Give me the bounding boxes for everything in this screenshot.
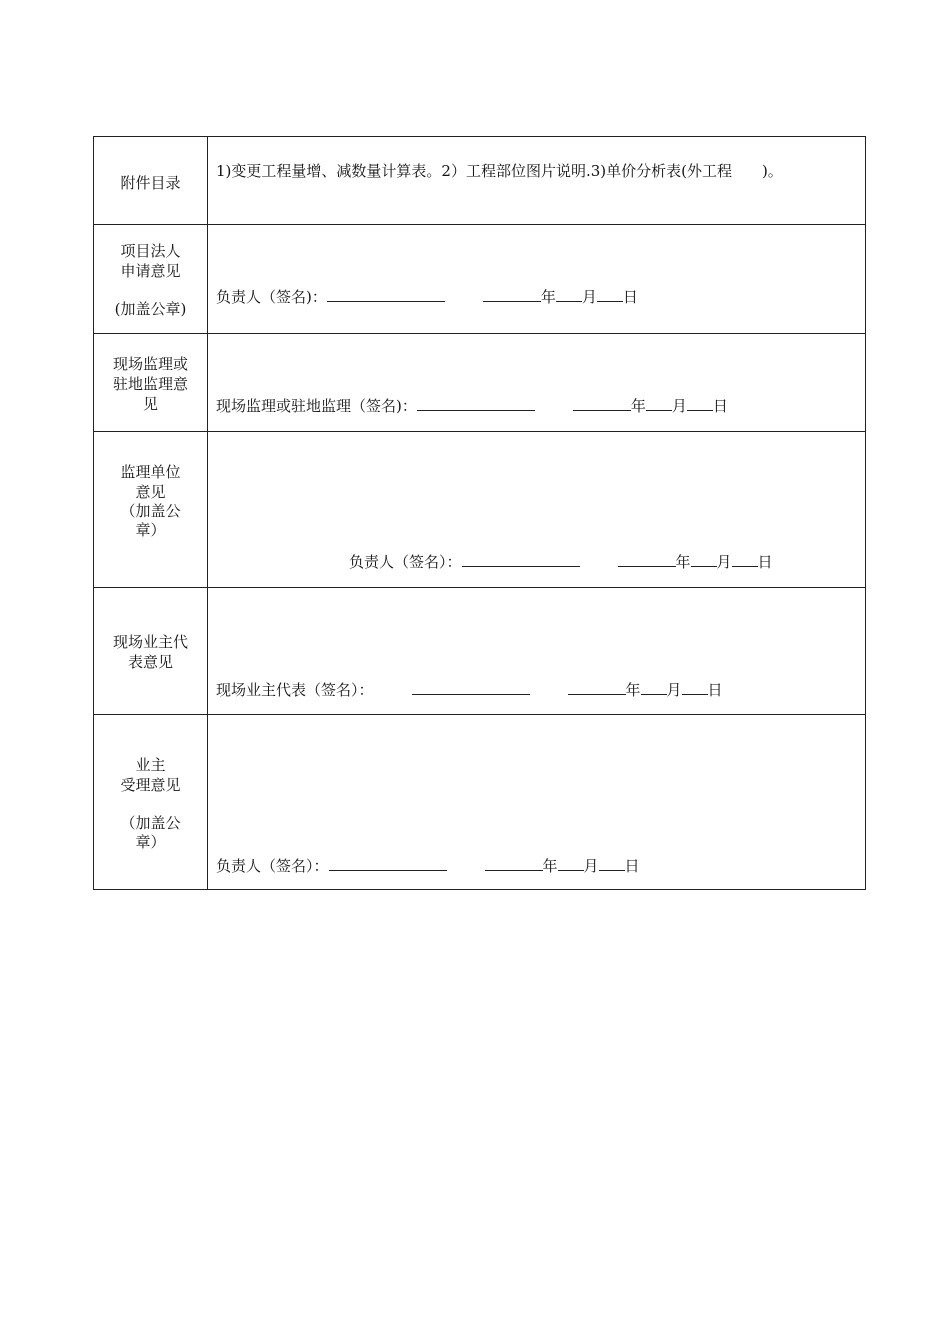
year-label: 年: [542, 857, 558, 875]
label-cell-owner-acceptance: [94, 715, 208, 890]
day-blank[interactable]: [682, 680, 708, 695]
label-line-2: 意见: [135, 483, 166, 501]
month-label: 月: [671, 397, 687, 415]
label-line-4: 章）: [135, 833, 166, 851]
label-cell-project-legal-person: [94, 225, 208, 334]
change-approval-form: [93, 136, 866, 890]
label-line-1: 项目法人: [120, 242, 181, 260]
content-cell-supervision-unit[interactable]: [208, 432, 866, 588]
signature-blank[interactable]: [327, 287, 445, 302]
year-blank[interactable]: [483, 287, 541, 302]
day-label: 日: [622, 288, 638, 306]
signature-line: [216, 287, 638, 307]
label-cell-site-supervision: [94, 334, 208, 432]
row-supervision-unit: [94, 432, 866, 588]
day-blank[interactable]: [732, 552, 758, 567]
label-line-1: 现场监理或: [112, 355, 188, 373]
label-line-4: 章）: [135, 521, 166, 539]
label-line-3: （加盖公: [120, 814, 181, 832]
label-cell-attachments: [94, 137, 208, 225]
year-label: 年: [625, 681, 641, 699]
label-line-2: 申请意见: [120, 262, 181, 280]
signature-blank[interactable]: [462, 552, 580, 567]
content-cell-site-supervision[interactable]: [208, 334, 866, 432]
month-blank[interactable]: [641, 680, 667, 695]
content-cell-project-legal-person[interactable]: [208, 225, 866, 334]
row-attachments: [94, 137, 866, 225]
content-cell-site-owner-rep[interactable]: [208, 588, 866, 715]
signer-label: 负责人（签名）：: [349, 553, 462, 571]
row-site-supervision: [94, 334, 866, 432]
year-label: 年: [540, 288, 556, 306]
content-cell-owner-acceptance[interactable]: [208, 715, 866, 890]
day-label: 日: [757, 553, 773, 571]
label-attachments: 附件目录: [120, 174, 181, 192]
day-blank[interactable]: [599, 856, 625, 871]
signature-line: [216, 396, 728, 416]
label-line-2: 受理意见: [120, 776, 181, 794]
label-line-1: 现场业主代: [112, 633, 188, 651]
year-blank[interactable]: [573, 396, 631, 411]
year-label: 年: [630, 397, 646, 415]
signer-label: 负责人（签名)：: [216, 288, 327, 306]
content-cell-attachments[interactable]: [208, 137, 866, 225]
month-label: 月: [583, 857, 599, 875]
year-blank[interactable]: [618, 552, 676, 567]
month-blank[interactable]: [558, 856, 584, 871]
label-line-3: 见: [142, 395, 158, 413]
day-blank[interactable]: [687, 396, 713, 411]
label-line-2: 驻地监理意: [112, 375, 188, 393]
month-blank[interactable]: [646, 396, 672, 411]
attachments-list-text: 1)变更工程量增、减数量计算表。2）工程部位图片说明.3)单价分析表(外工程 )。: [216, 162, 783, 180]
label-cell-site-owner-rep: [94, 588, 208, 715]
month-blank[interactable]: [691, 552, 717, 567]
label-line-3: （加盖公: [120, 502, 181, 520]
label-line-1: 监理单位: [120, 463, 181, 481]
year-blank[interactable]: [485, 856, 543, 871]
signature-line: [216, 856, 640, 876]
year-blank[interactable]: [568, 680, 626, 695]
day-label: 日: [712, 397, 728, 415]
signature-blank[interactable]: [412, 680, 530, 695]
month-label: 月: [716, 553, 732, 571]
signature-line: [349, 552, 773, 572]
signature-line: [216, 680, 723, 700]
row-owner-acceptance: [94, 715, 866, 890]
signature-blank[interactable]: [329, 856, 447, 871]
month-label: 月: [581, 288, 597, 306]
label-line-2: 表意见: [127, 653, 173, 671]
day-label: 日: [624, 857, 640, 875]
signature-blank[interactable]: [417, 396, 535, 411]
row-project-legal-person: [94, 225, 866, 334]
signer-label: 负责人（签名）：: [216, 857, 329, 875]
label-cell-supervision-unit: [94, 432, 208, 588]
row-site-owner-rep: [94, 588, 866, 715]
label-line-3: (加盖公章): [114, 300, 187, 318]
year-label: 年: [675, 553, 691, 571]
signer-label: 现场监理或驻地监理（签名)：: [216, 397, 417, 415]
day-label: 日: [707, 681, 723, 699]
month-label: 月: [666, 681, 682, 699]
signer-label: 现场业主代表（签名）：: [216, 681, 374, 699]
label-line-1: 业主: [135, 756, 166, 774]
month-blank[interactable]: [556, 287, 582, 302]
day-blank[interactable]: [597, 287, 623, 302]
